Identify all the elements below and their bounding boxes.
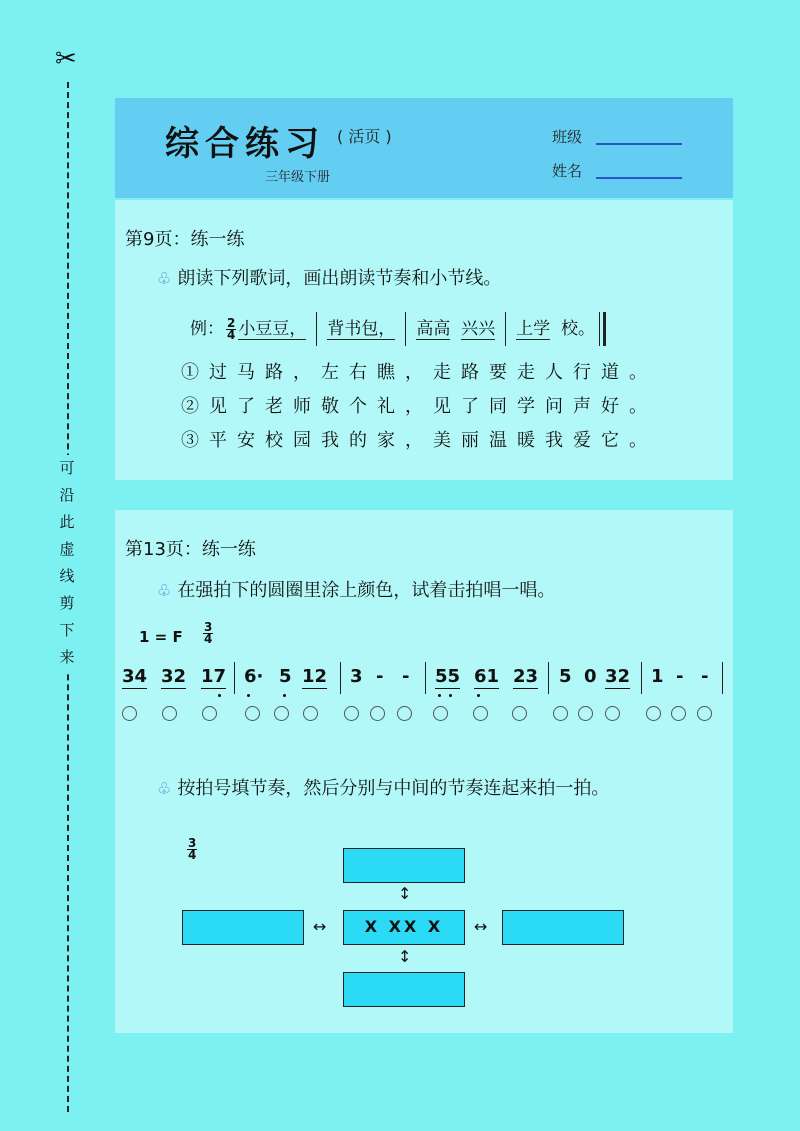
beat-circle[interactable]: [162, 706, 177, 721]
hand-pointer-icon: ♧: [157, 269, 172, 288]
note-group: 3: [350, 666, 363, 687]
section-page9: [115, 200, 733, 480]
octave-dot: [438, 694, 441, 697]
name-label: 姓名: [552, 162, 583, 180]
beat-circle[interactable]: [605, 706, 620, 721]
rhythm-box-center: [343, 910, 465, 945]
hand-pointer-icon: ♧: [157, 779, 172, 798]
notation-row: [122, 660, 726, 700]
instruction: [157, 774, 609, 800]
example-measure: 背书包，: [327, 319, 396, 339]
instruction: [157, 576, 555, 602]
page-subtitle: ( 活页 ): [337, 127, 392, 146]
example-measure: 高高: [416, 319, 451, 339]
beat-circle[interactable]: [473, 706, 488, 721]
instruction-text: 在强拍下的圆圈里涂上颜色，试着击拍唱一唱。: [177, 580, 556, 601]
cut-hint-char: 剪: [59, 594, 75, 612]
beat-circle[interactable]: [697, 706, 712, 721]
name-field[interactable]: [552, 160, 682, 181]
octave-dot: [477, 694, 480, 697]
note-group: 12: [302, 666, 328, 687]
note-group: -: [701, 666, 709, 687]
instruction-text: 按拍号填节奏，然后分别与中间的节奏连起来拍一拍。: [177, 778, 610, 799]
rhythm-box-left[interactable]: [182, 910, 304, 945]
octave-dot: [449, 694, 452, 697]
left-right-arrow-icon: ↔: [313, 917, 327, 936]
up-down-arrow-icon: ↕: [398, 947, 412, 966]
cut-hint-char: 线: [59, 567, 75, 585]
class-field[interactable]: [552, 126, 682, 147]
beat-circle[interactable]: [370, 706, 385, 721]
note-group: 23: [513, 666, 539, 687]
beat-circle[interactable]: [202, 706, 217, 721]
beat-circle[interactable]: [671, 706, 686, 721]
time-numerator: 3: [204, 620, 213, 634]
key-signature: 1 = F: [139, 628, 183, 646]
beat-circle[interactable]: [512, 706, 527, 721]
beat-circle[interactable]: [274, 706, 289, 721]
beat-circle[interactable]: [344, 706, 359, 721]
bar-line: [505, 312, 506, 346]
note-group: 55: [435, 666, 461, 687]
bar-line: [722, 662, 723, 694]
beat-circle[interactable]: [433, 706, 448, 721]
time-signature: [201, 622, 215, 645]
time-denominator: 4: [188, 848, 197, 862]
rhythm-box-bottom[interactable]: [343, 972, 465, 1007]
instruction: [157, 264, 501, 290]
note-group: 0: [584, 666, 597, 687]
time-denominator: 4: [204, 632, 213, 646]
note-group: 5: [279, 666, 292, 687]
example-measure: 校。: [560, 319, 595, 339]
rhythm-time-signature: [185, 838, 199, 861]
note-group: 6·: [244, 666, 264, 687]
note-group: 1: [651, 666, 664, 687]
note-group: 32: [605, 666, 631, 687]
bar-line: [340, 662, 341, 694]
example-label: 例：: [190, 319, 224, 339]
cut-hint-char: 来: [59, 648, 75, 666]
time-signature: [226, 315, 236, 342]
octave-dot: [218, 694, 221, 697]
bar-line: [548, 662, 549, 694]
note-group: -: [376, 666, 384, 687]
example-measure: 上学: [516, 319, 551, 339]
class-blank-line[interactable]: [596, 143, 682, 145]
octave-dot: [283, 694, 286, 697]
time-denominator: 4: [227, 327, 236, 342]
bar-line: [405, 312, 406, 346]
cut-hint-char: 虚: [59, 540, 75, 558]
left-right-arrow-icon: ↔: [474, 917, 488, 936]
hand-pointer-icon: ♧: [157, 581, 172, 600]
bar-line: [641, 662, 642, 694]
page-title: 综合练习: [165, 124, 325, 164]
lyric-line: ①过马路，左右瞧，走路要走人行道。: [181, 362, 657, 383]
note-group: -: [676, 666, 684, 687]
cut-hint-char: 可: [59, 459, 75, 477]
cut-hint-char: 此: [59, 513, 75, 531]
final-bar-line: [599, 312, 606, 346]
rhythm-box-right[interactable]: [502, 910, 624, 945]
cut-hint: [52, 455, 82, 671]
lyric-line: ②见了老师敬个礼，见了同学问声好。: [181, 396, 657, 417]
section-page13: [115, 510, 733, 1033]
worksheet-header: [115, 98, 733, 198]
note-group: 5: [559, 666, 572, 687]
beat-circle[interactable]: [578, 706, 593, 721]
name-blank-line[interactable]: [596, 177, 682, 179]
beat-circle[interactable]: [303, 706, 318, 721]
instruction-text: 朗读下列歌词，画出朗读节奏和小节线。: [177, 268, 502, 289]
example-measure: 小豆豆，: [238, 319, 307, 339]
note-group: 17: [201, 666, 227, 687]
center-rhythm: X XX X: [364, 917, 444, 936]
octave-dot: [247, 694, 250, 697]
note-group: 61: [474, 666, 500, 687]
lyric-line: ③平安校园我的家，美丽温暖我爱它。: [181, 430, 657, 451]
cut-hint-char: 下: [59, 621, 75, 639]
time-numerator: 2: [227, 315, 236, 330]
beat-circle[interactable]: [553, 706, 568, 721]
scissors-icon: ✂: [55, 44, 77, 74]
example-line: [190, 312, 606, 346]
bar-line: [234, 662, 235, 694]
beat-circle[interactable]: [397, 706, 412, 721]
section-title: 第13页：练一练: [125, 539, 256, 560]
grade-label: 三年级下册: [265, 170, 331, 185]
up-down-arrow-icon: ↕: [398, 884, 412, 903]
example-measure: 兴兴: [461, 319, 496, 339]
bar-line: [316, 312, 317, 346]
class-label: 班级: [552, 128, 583, 146]
beat-circle[interactable]: [646, 706, 661, 721]
cut-hint-char: 沿: [59, 486, 75, 504]
note-group: -: [402, 666, 410, 687]
section-title: 第9页：练一练: [125, 229, 245, 250]
beat-circle[interactable]: [122, 706, 137, 721]
note-group: 34: [122, 666, 148, 687]
time-numerator: 3: [188, 836, 197, 850]
rhythm-box-top[interactable]: [343, 848, 465, 883]
beat-circle[interactable]: [245, 706, 260, 721]
note-group: 32: [161, 666, 187, 687]
bar-line: [425, 662, 426, 694]
